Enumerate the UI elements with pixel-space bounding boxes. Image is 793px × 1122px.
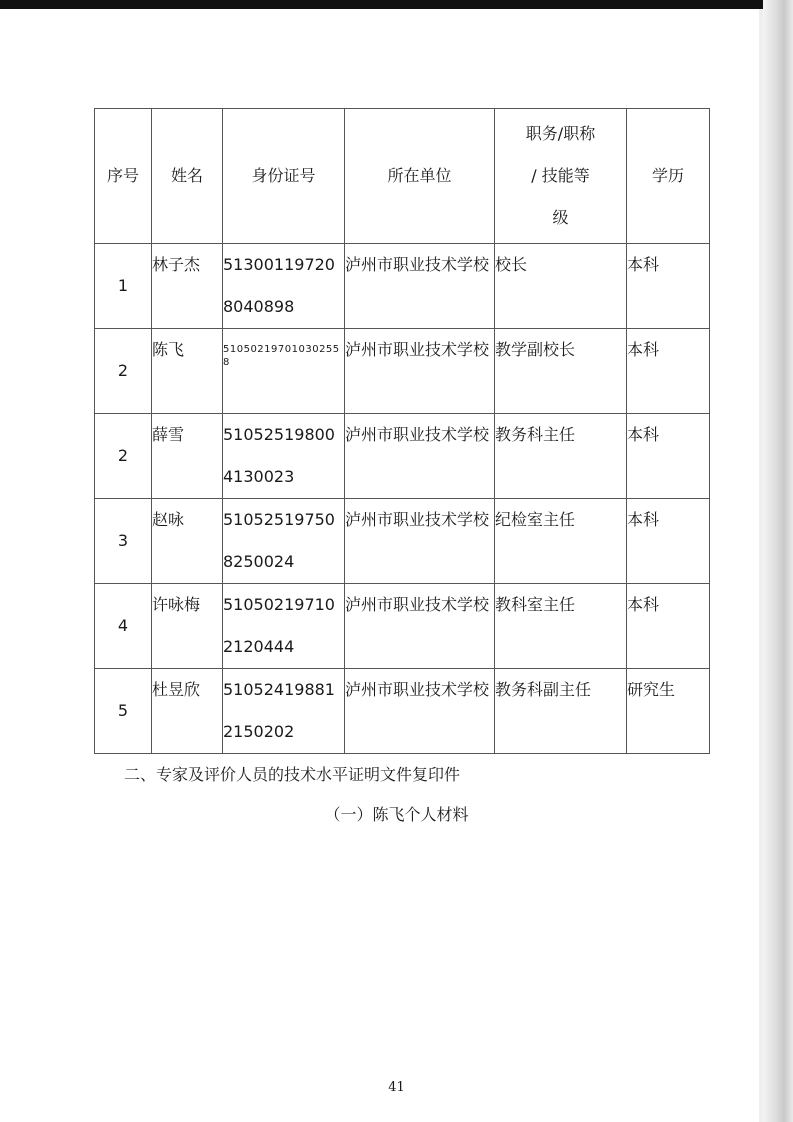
cell-title: 校长 bbox=[495, 244, 627, 329]
cell-unit: 泸州市职业技术学校 bbox=[345, 499, 495, 584]
cell-id: 510525197508250024 bbox=[223, 499, 345, 584]
page-number: 41 bbox=[388, 1080, 405, 1095]
cell-title: 教学副校长 bbox=[495, 329, 627, 414]
cell-id: 510502197102120444 bbox=[223, 584, 345, 669]
header-seq: 序号 bbox=[95, 109, 152, 244]
cell-title: 教务科主任 bbox=[495, 414, 627, 499]
cell-seq: 5 bbox=[95, 669, 152, 754]
header-title-line3: 级 bbox=[552, 208, 569, 227]
header-title-line1: 职务/职称 bbox=[525, 124, 596, 143]
header-unit: 所在单位 bbox=[345, 109, 495, 244]
scan-right-edge bbox=[763, 0, 793, 1122]
cell-id: 513001197208040898 bbox=[223, 244, 345, 329]
cell-title: 教科室主任 bbox=[495, 584, 627, 669]
header-title bbox=[495, 109, 627, 244]
cell-seq: 2 bbox=[95, 329, 152, 414]
cell-seq: 1 bbox=[95, 244, 152, 329]
cell-unit: 泸州市职业技术学校 bbox=[345, 584, 495, 669]
table-row bbox=[95, 414, 710, 499]
cell-name: 赵咏 bbox=[152, 499, 223, 584]
table-row bbox=[95, 244, 710, 329]
table-row bbox=[95, 584, 710, 669]
header-edu: 学历 bbox=[627, 109, 710, 244]
table-row bbox=[95, 669, 710, 754]
cell-unit: 泸州市职业技术学校 bbox=[345, 329, 495, 414]
cell-seq: 3 bbox=[95, 499, 152, 584]
cell-edu: 本科 bbox=[627, 244, 710, 329]
cell-edu: 本科 bbox=[627, 414, 710, 499]
header-title-line2: / 技能等 bbox=[531, 166, 590, 185]
cell-seq: 2 bbox=[95, 414, 152, 499]
table-row bbox=[95, 329, 710, 414]
cell-unit: 泸州市职业技术学校 bbox=[345, 414, 495, 499]
table-row bbox=[95, 499, 710, 584]
cell-name: 薛雪 bbox=[152, 414, 223, 499]
staff-table bbox=[94, 108, 710, 754]
cell-edu: 本科 bbox=[627, 329, 710, 414]
cell-name: 林子杰 bbox=[152, 244, 223, 329]
sub-heading: （一）陈飞个人材料 bbox=[324, 805, 469, 824]
cell-name: 陈飞 bbox=[152, 329, 223, 414]
cell-name: 杜昱欣 bbox=[152, 669, 223, 754]
cell-title: 纪检室主任 bbox=[495, 499, 627, 584]
table-header-row bbox=[95, 109, 710, 244]
scan-top-border bbox=[0, 0, 793, 9]
header-id: 身份证号 bbox=[223, 109, 345, 244]
cell-id bbox=[223, 329, 345, 414]
cell-id: 510525198004130023 bbox=[223, 414, 345, 499]
cell-edu: 本科 bbox=[627, 499, 710, 584]
header-name: 姓名 bbox=[152, 109, 223, 244]
cell-edu: 本科 bbox=[627, 584, 710, 669]
section-heading: 二、专家及评价人员的技术水平证明文件复印件 bbox=[124, 765, 461, 784]
cell-unit: 泸州市职业技术学校 bbox=[345, 244, 495, 329]
cell-seq: 4 bbox=[95, 584, 152, 669]
cell-id: 510524198812150202 bbox=[223, 669, 345, 754]
cell-unit: 泸州市职业技术学校 bbox=[345, 669, 495, 754]
cell-edu: 研究生 bbox=[627, 669, 710, 754]
cell-id-small: 510502197010302558 bbox=[223, 344, 340, 368]
cell-title: 教务科副主任 bbox=[495, 669, 627, 754]
cell-name: 许咏梅 bbox=[152, 584, 223, 669]
